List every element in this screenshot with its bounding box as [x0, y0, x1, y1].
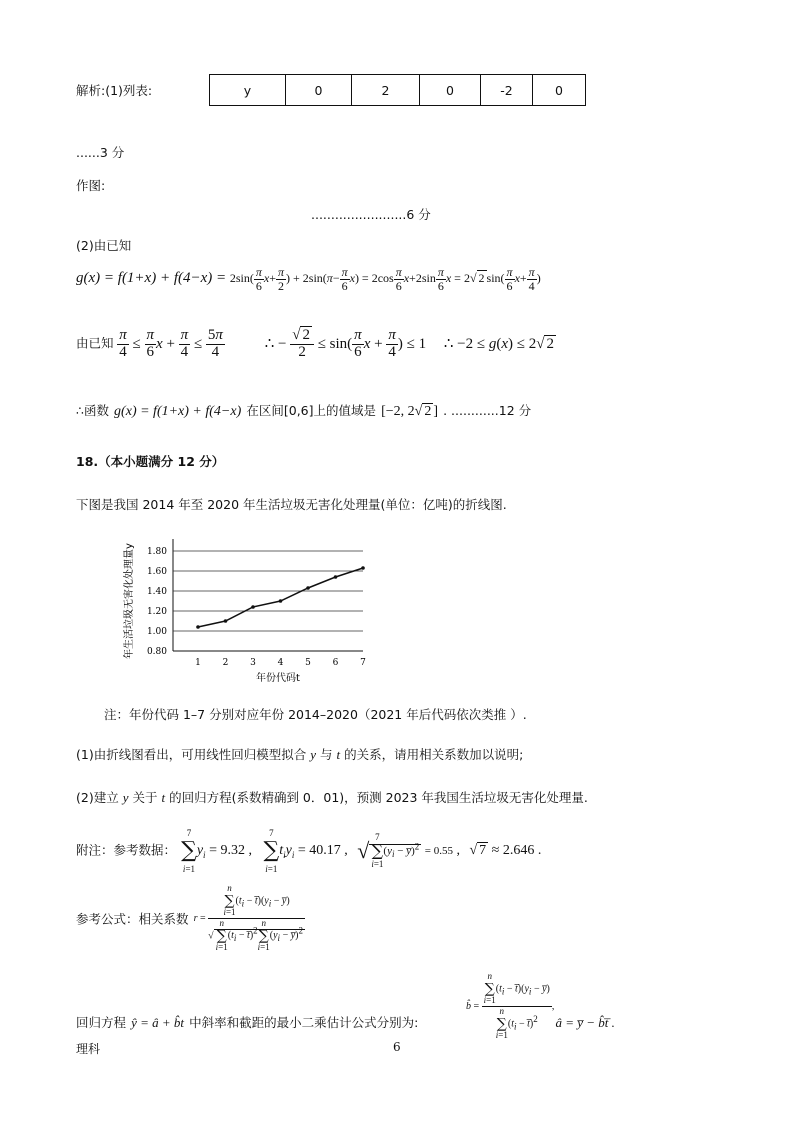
- sub1-c: 的关系，请用相关系数加以说明;: [344, 747, 524, 762]
- q18-heading: 18.（本小题满分 12 分）: [76, 454, 225, 469]
- x-tick-label: 4: [277, 658, 284, 668]
- conclusion-mid: 在区间[0,6]上的值域是: [246, 403, 376, 418]
- x-tick-label: 2: [222, 658, 229, 668]
- table-cell: -2: [481, 75, 533, 106]
- y-tick-label: 0.80: [146, 647, 167, 657]
- q18-sub2: (2)建立 y 关于 t 的回归方程(系数精确到 0．01)，预测 2023 年我国生活垃圾无害化处理量.: [76, 790, 588, 805]
- table-cell: 0: [533, 75, 586, 106]
- g-lhs: g(x) = f(1+x) + f(4−x) =: [76, 269, 227, 286]
- x-tick-label: 3: [250, 658, 256, 668]
- data-point: [224, 619, 228, 623]
- table-row: [210, 75, 586, 106]
- data-point: [334, 575, 338, 579]
- x-tick-label: 5: [305, 658, 311, 668]
- y-tick-labels: [147, 547, 167, 657]
- footer-left: 理科: [76, 1042, 101, 1056]
- data-point: [196, 625, 200, 629]
- data-point: [251, 605, 255, 609]
- sqrt-val: = 0.55: [424, 845, 453, 858]
- sum-ty: = 40.17: [297, 843, 341, 859]
- data-point: [279, 599, 283, 603]
- draw-label: 作图:: [76, 178, 106, 193]
- b-hat-formula: b̂ = n ∑ i=1(ti − t̅)(yi − y̅) n ∑ i=1(ti − t̅)2 ,: [466, 971, 555, 1040]
- table-cell: 0: [420, 75, 481, 106]
- x-axis-label: 年份代码t: [256, 673, 300, 684]
- score-6: ........................6 分: [311, 207, 431, 222]
- sub1-b: 与: [319, 747, 333, 762]
- ref-formula-line: 参考公式：相关系数 r = n ∑ i=1(ti − t̅)(yi − y̅) √n ∑ i=1(ti − t̅)2n ∑ i=1(yi − y̅)2: [76, 883, 303, 952]
- ref-formula-label: 参考公式：相关系数: [76, 911, 189, 927]
- chart-grid: [173, 539, 363, 651]
- known-inequality: 由已知 $\frac{\pi}{4}$ ≤ $\frac{\pi}{6}$ x + $\frac{\pi}{4}$ ≤ $\frac{5\pi}{4}$ ∴ − $\frac{√ 2}{2}$ ≤ sin( $\frac{\pi}{6}$ x + $\frac{\pi}{4}$ ) ≤ 1 ∴ −2 ≤ g(x) ≤ 2√ 2: [76, 327, 554, 360]
- sqrt7: ≈ 2.646: [491, 843, 535, 859]
- score-3: ......3 分: [76, 145, 125, 160]
- series-line: [198, 568, 363, 627]
- data-point: [306, 586, 310, 590]
- reg-eq-label: 回归方程: [76, 1015, 127, 1030]
- conclusion-line: ∴函数 g(x) = f(1+x) + f(4−x) 在区间[0,6]上的值域是 [−2, 2√ 2 ] . ............12 分: [76, 403, 532, 419]
- y-tick-label: 1.60: [146, 567, 167, 577]
- y-tick-label: 1.40: [146, 587, 167, 597]
- q18-note: 注：年份代码 1–7 分别对应年份 2014–2020（2021 年后代码依次类推 ）.: [104, 707, 527, 722]
- x-tick-label: 6: [332, 658, 339, 668]
- part2-intro: (2)由已知: [76, 238, 132, 253]
- appendix-line: 附注：参考数据： 7 ∑ $i=1y_i = 9.32$ , 7 ∑ $i=1t_iy_i = 40.17$ , √7 ∑ $i=1(y_i$ − y̅)$^2$ = 0.55 , √ 7 ≈ 2.646 .: [76, 828, 542, 874]
- page-number: 6: [393, 1040, 401, 1054]
- y-tick-label: 1.00: [146, 627, 167, 637]
- table-cell: 0: [286, 75, 352, 106]
- known-label: 由已知: [76, 335, 114, 351]
- g-expression: g(x) = f(1+x) + f(4−x) = 2sin( $\frac{\pi}{6}$ x+ $\frac{\pi}{2}$ ) + 2sin(π− $\frac{\pi}{6}$ x) = 2cos $\frac{\pi}{6}$ x+2sin $\frac{\pi}{6}$ x = 2√ 2 sin( $\frac{\pi}{6}$ x+ $\frac{\pi}{4}$ ): [76, 265, 541, 293]
- value-table: [209, 74, 586, 106]
- sub1-a: (1)由折线图看出，可用线性回归模型拟合: [76, 747, 307, 762]
- table-cell: 2: [352, 75, 420, 106]
- sub2-b: 关于: [132, 790, 158, 805]
- appendix-label: 附注：参考数据：: [76, 842, 177, 858]
- conclusion-pre: ∴函数: [76, 403, 109, 418]
- table-cell: y: [210, 75, 286, 106]
- y-tick-label: 1.20: [146, 607, 167, 617]
- reg-mid: 中斜率和截距的最小二乘估计公式分别为:: [189, 1015, 419, 1030]
- y-tick-label: 1.80: [146, 547, 167, 557]
- q18-desc: 下图是我国 2014 年至 2020 年生活垃圾无害化处理量(单位：亿吨)的折线图.: [76, 497, 507, 512]
- sum-y: = 9.32: [209, 843, 245, 859]
- conclusion-score: . ............12 分: [443, 403, 532, 418]
- y-axis-label: 年生活垃圾无害化处理量y: [124, 543, 135, 659]
- x-tick-label: 1: [195, 658, 201, 668]
- x-tick-labels: [195, 658, 366, 668]
- sub2-c: 的回归方程(系数精确到 0．01)，预测 2023 年我国生活垃圾无害化处理量.: [169, 790, 588, 805]
- x-tick-label: 7: [360, 658, 366, 668]
- q18-sub1: (1)由折线图看出，可用线性回归模型拟合 y 与 t 的关系，请用相关系数加以说明;: [76, 747, 524, 762]
- reg-line: 回归方程 ŷ = â + b̂t 中斜率和截距的最小二乘估计公式分别为: â = y̅ − b̂t̅ .: [76, 1015, 615, 1030]
- data-point: [361, 566, 365, 570]
- part1-label: 解析:(1)列表:: [76, 83, 153, 98]
- line-chart: [118, 530, 398, 690]
- sub2-a: (2)建立: [76, 790, 119, 805]
